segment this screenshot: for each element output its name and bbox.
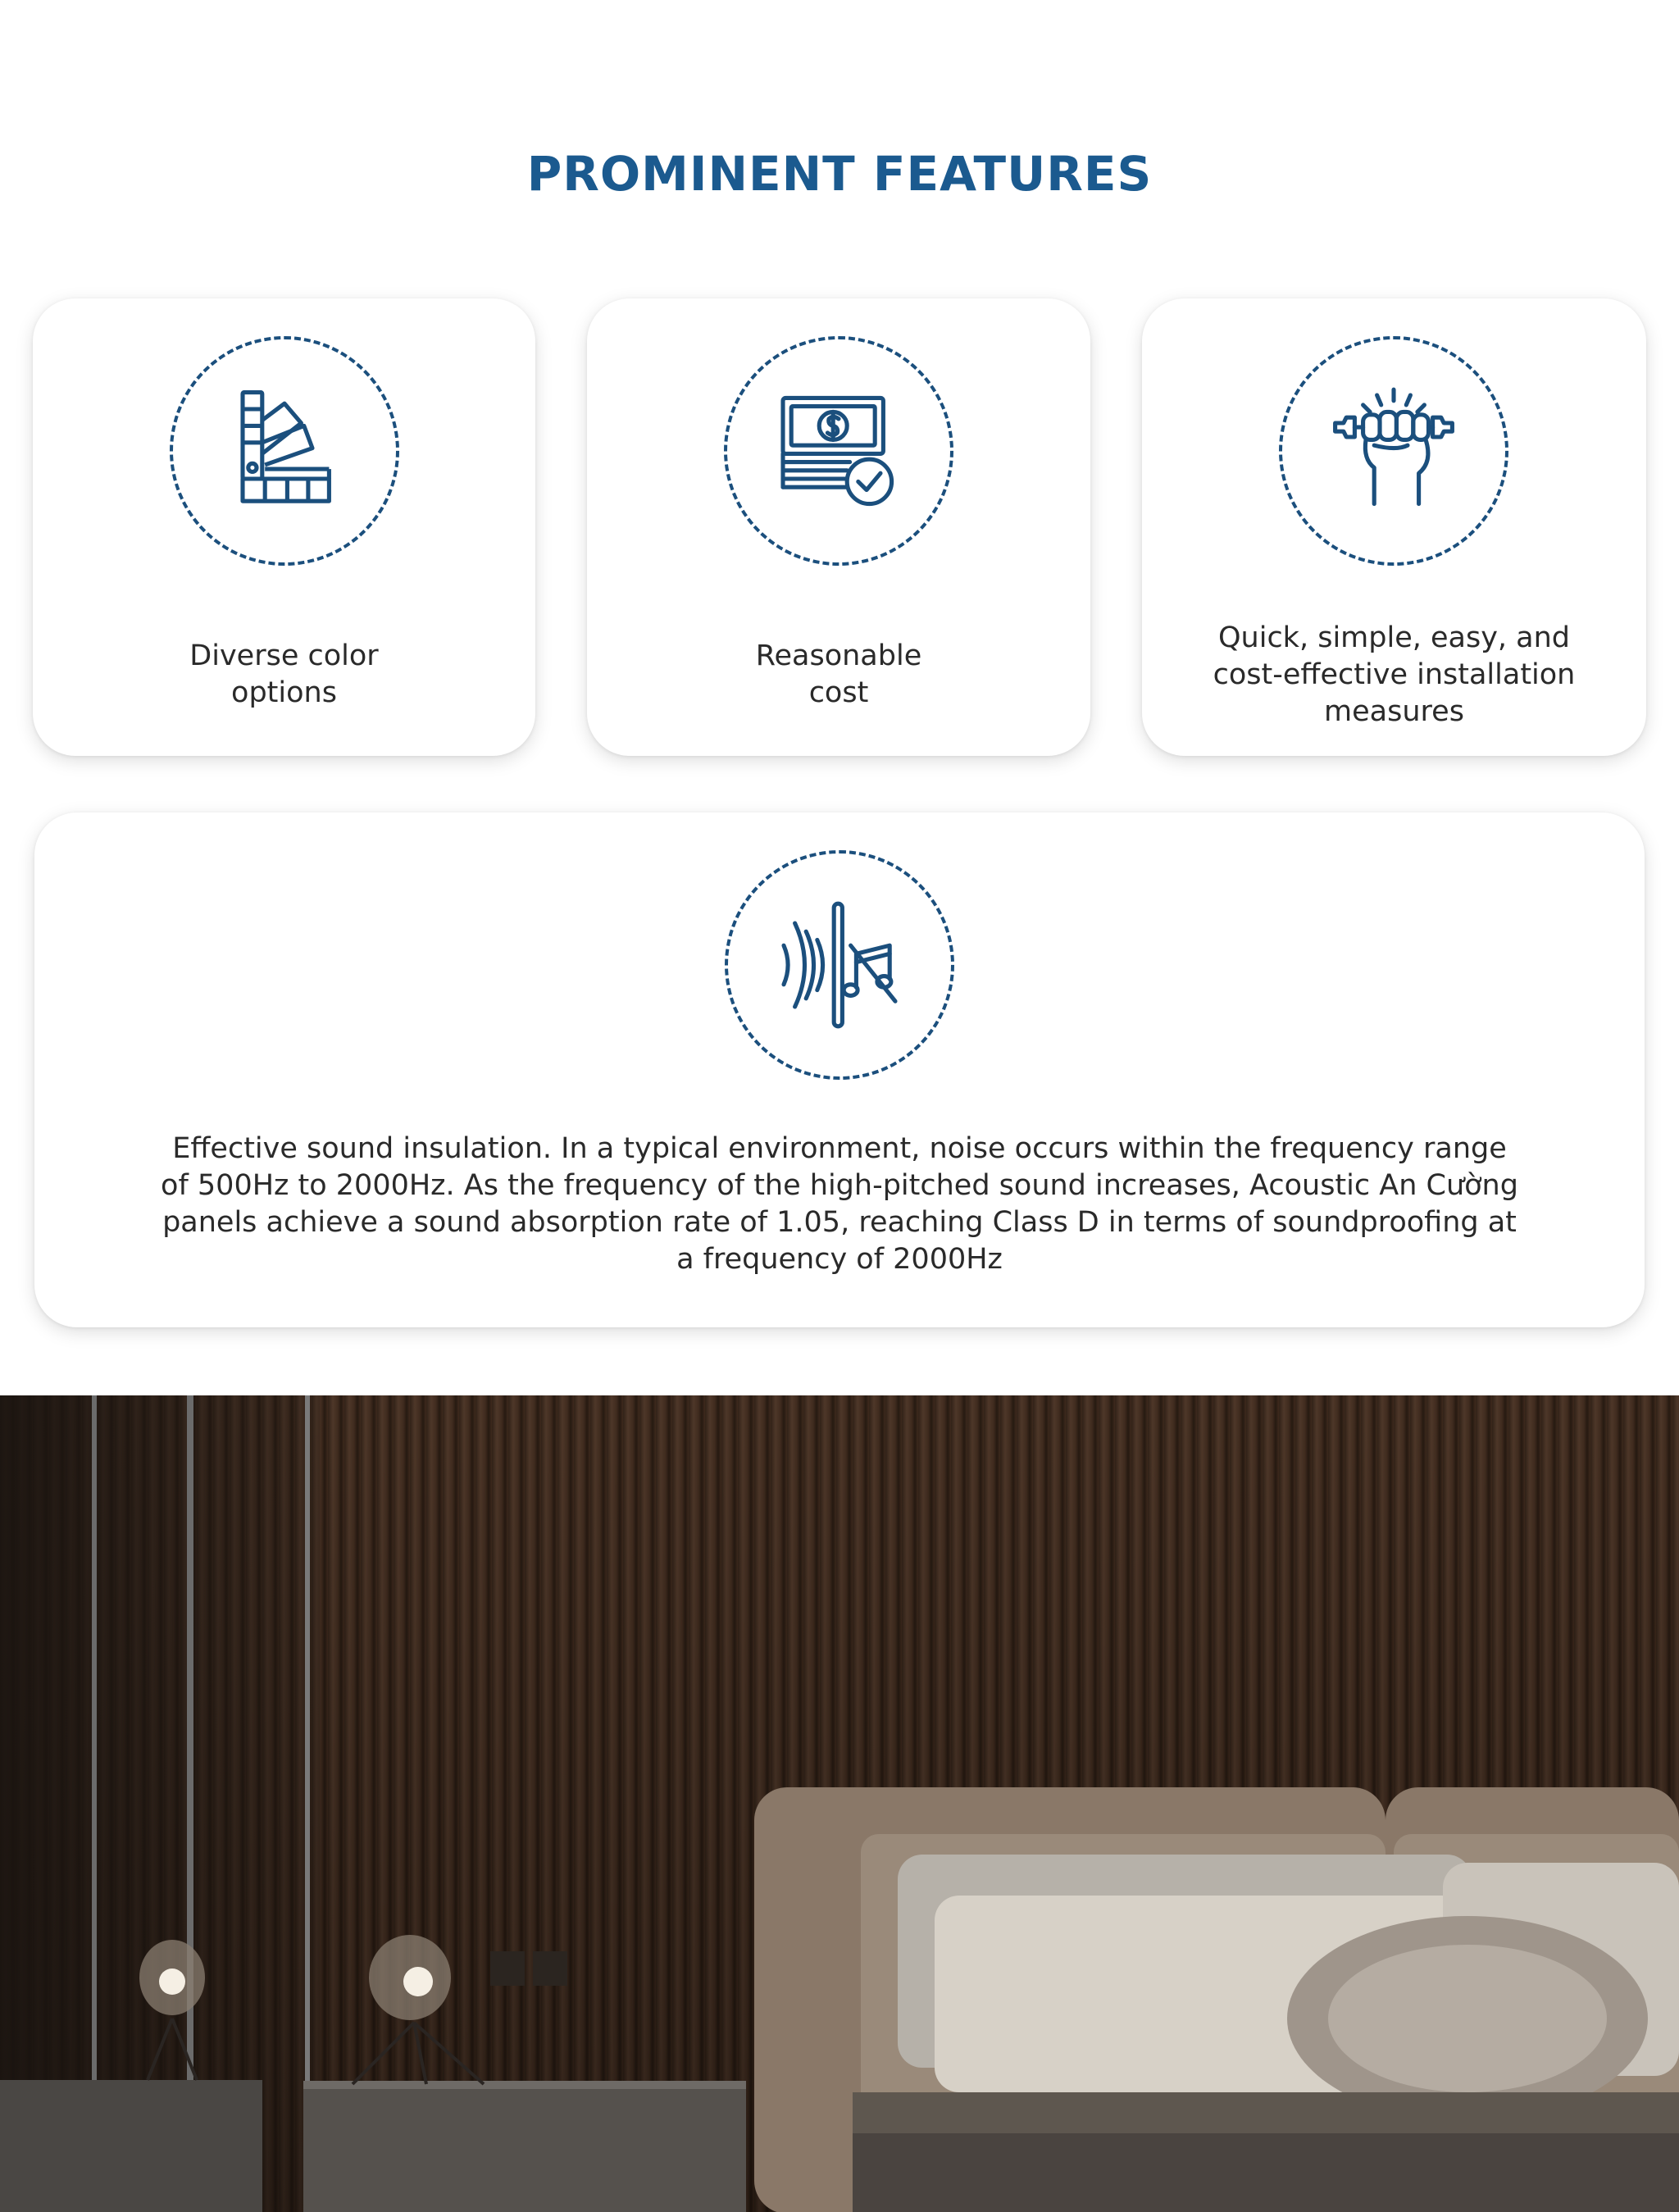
- bedroom-interior-photo: [0, 1395, 1679, 2212]
- feature-caption: Diverse color options: [189, 639, 379, 709]
- insulation-description: Effective sound insulation. In a typical environment, noise occurs within the frequency range of 500Hz to 2000Hz. As the frequency of the high-pitched sound increases, Acoustic An Cường panels achieve a sound absorption rate of 1.05, reaching Class D in terms of soundproofing at a frequency of 2000Hz: [161, 1132, 1518, 1276]
- feature-caption: Reasonable cost: [755, 639, 922, 709]
- sound-barrier-icon: [770, 895, 909, 1035]
- bedroom-illustration: [0, 1395, 1679, 2212]
- feature-card-color: [33, 298, 535, 756]
- icon-ring: [725, 850, 954, 1080]
- color-swatch-icon: [215, 381, 354, 521]
- feature-card-installation: [1142, 298, 1646, 756]
- feature-caption: Quick, simple, easy, and cost-effective installation measures: [1213, 621, 1576, 728]
- wrench-fist-icon: [1324, 381, 1463, 521]
- icon-ring: [170, 336, 399, 566]
- feature-card-insulation: [34, 812, 1645, 1327]
- icon-ring: [1279, 336, 1508, 566]
- feature-card-cost: [587, 298, 1090, 756]
- page-title: PROMINENT FEATURES: [526, 146, 1153, 202]
- icon-ring: [724, 336, 953, 566]
- money-check-icon: [769, 381, 908, 521]
